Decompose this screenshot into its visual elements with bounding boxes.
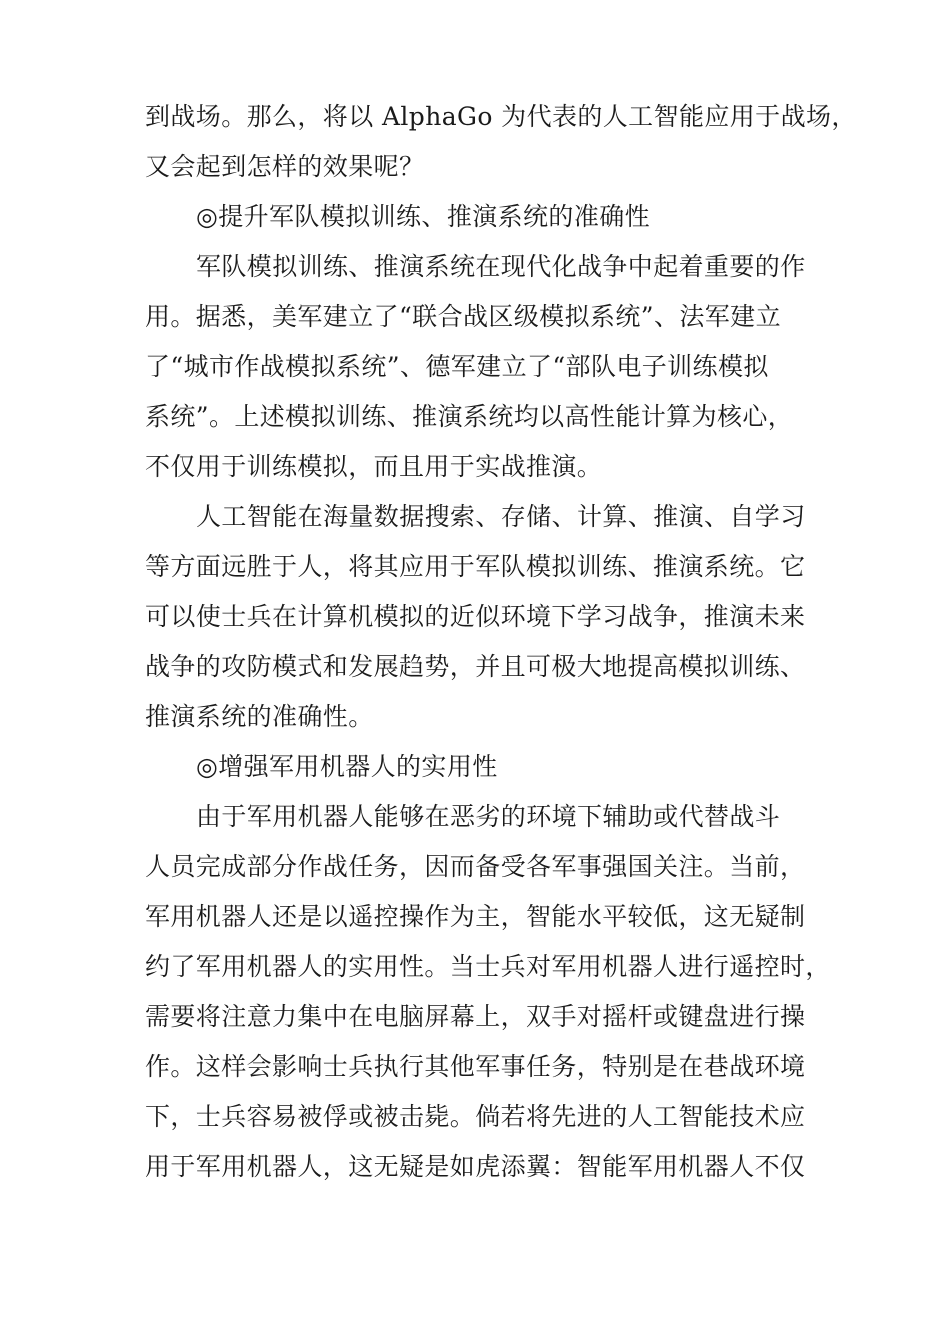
paragraph-start: 由于军用机器人能够在恶劣的环境下辅助或代替战斗 <box>196 802 781 831</box>
text-line: 用。据悉，美军建立了“联合战区级模拟系统”、法军建立 <box>145 302 781 331</box>
text-line: 又会起到怎样的效果呢？ <box>145 152 425 181</box>
text-line: 用于军用机器人，这无疑是如虎添翼：智能军用机器人不仅 <box>145 1152 806 1181</box>
text-line: 到战场。那么，将以 AlphaGo 为代表的人工智能应用于战场， <box>145 102 857 131</box>
text-line: 约了军用机器人的实用性。当士兵对军用机器人进行遥控时， <box>145 952 831 981</box>
text-line: 推演系统的准确性。 <box>145 702 374 731</box>
section-heading: ◎提升军队模拟训练、推演系统的准确性 <box>196 202 651 231</box>
text-line: 需要将注意力集中在电脑屏幕上，双手对摇杆或键盘进行操 <box>145 1002 806 1031</box>
text-line: 作。这样会影响士兵执行其他军事任务，特别是在巷战环境 <box>145 1052 806 1081</box>
text-line: 等方面远胜于人，将其应用于军队模拟训练、推演系统。它 <box>145 552 806 581</box>
text-line: 系统”。上述模拟训练、推演系统均以高性能计算为核心， <box>145 402 794 431</box>
section-heading: ◎增强军用机器人的实用性 <box>196 752 498 781</box>
text-line: 人员完成部分作战任务，因而备受各军事强国关注。当前， <box>145 852 806 881</box>
text-line: 不仅用于训练模拟，而且用于实战推演。 <box>145 452 603 481</box>
paragraph-start: 人工智能在海量数据搜索、存储、计算、推演、自学习 <box>196 502 806 531</box>
text-line: 下，士兵容易被俘或被击毙。倘若将先进的人工智能技术应 <box>145 1102 806 1131</box>
text-line: 可以使士兵在计算机模拟的近似环境下学习战争，推演未来 <box>145 602 806 631</box>
text-line: 军用机器人还是以遥控操作为主，智能水平较低，这无疑制 <box>145 902 806 931</box>
paragraph-start: 军队模拟训练、推演系统在现代化战争中起着重要的作 <box>196 252 806 281</box>
text-line: 战争的攻防模式和发展趋势，并且可极大地提高模拟训练、 <box>145 652 806 681</box>
text-line: 了“城市作战模拟系统”、德军建立了“部队电子训练模拟 <box>145 352 769 381</box>
